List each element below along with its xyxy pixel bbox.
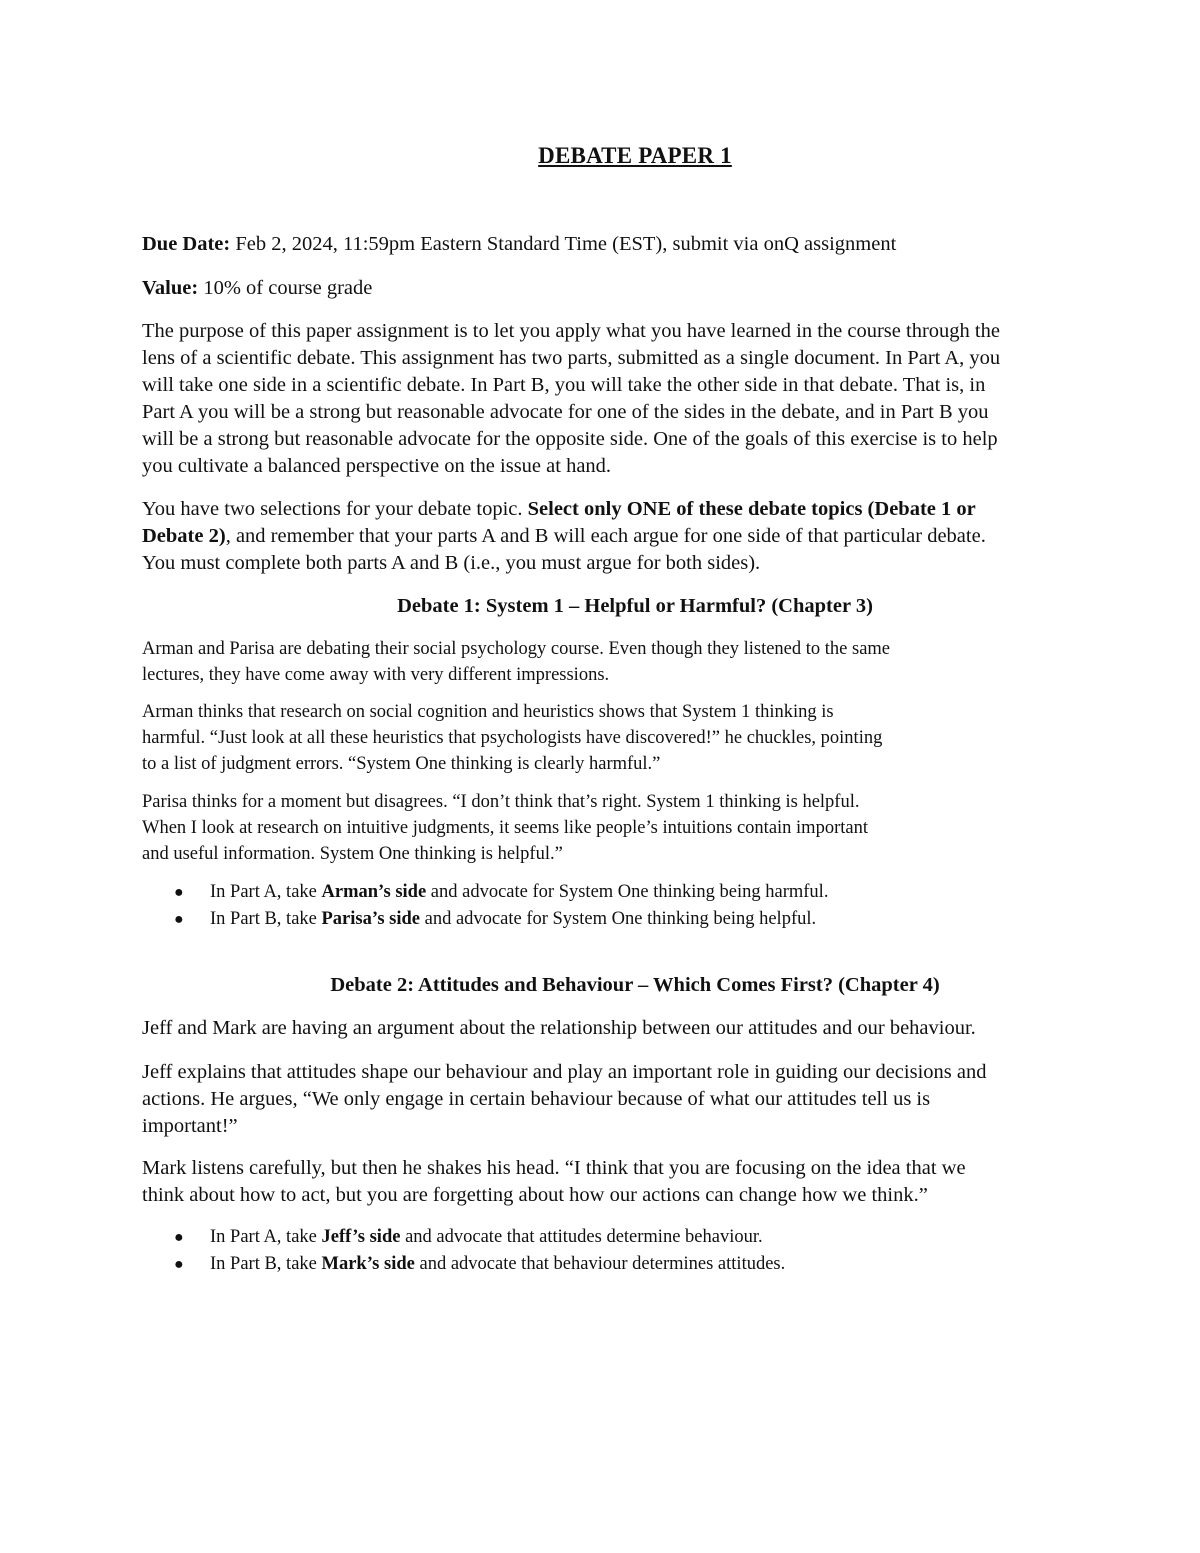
bullet-text: and advocate for System One thinking being harmful. [426, 882, 829, 902]
value-text: 10% of course grade [198, 277, 373, 299]
selection-emphasis: Select only ONE of these debate topics (Debate 1 or [527, 498, 976, 520]
debate2-intro-paragraph [142, 1015, 1132, 1042]
debate2-jeff-paragraph [142, 1059, 1132, 1140]
value-line [142, 277, 372, 300]
bullet-icon: ● [174, 1256, 184, 1273]
list-item [172, 1224, 785, 1251]
bullet-text: In Part B, take [210, 1254, 322, 1274]
purpose-line: The purpose of this paper assignment is to let you apply what you have learned in the course through the [142, 320, 1000, 342]
list-item [172, 879, 828, 906]
debate2-mark-line: think about how to act, but you are forgetting about how our actions can change how we think.” [142, 1184, 928, 1206]
purpose-line: Part A you will be a strong but reasonable advocate for one of the sides in the debate, and in Part B you [142, 401, 989, 423]
purpose-line: you cultivate a balanced perspective on the issue at hand. [142, 455, 612, 477]
debate1-arman-line: harmful. “Just look at all these heuristics that psychologists have discovered!” he chuckles, pointing [142, 728, 883, 748]
debate1-parisa-line: and useful information. System One thinking is helpful.” [142, 844, 563, 864]
bullet-text: and advocate that behaviour determines attitudes. [414, 1254, 786, 1274]
bullet-icon: ● [174, 884, 184, 901]
selection-emphasis: Debate 2) [142, 525, 226, 547]
debate1-arman-paragraph [142, 699, 1062, 777]
purpose-paragraph [142, 318, 1132, 480]
debate2-intro-line: Jeff and Mark are having an argument about the relationship between our attitudes and our behaviour. [142, 1017, 976, 1039]
bullet-emphasis: Parisa’s side [321, 909, 420, 929]
debate2-jeff-line: actions. He argues, “We only engage in certain behaviour because of what our attitudes tell us is [142, 1088, 931, 1110]
debate1-intro-line: lectures, they have come away with very different impressions. [142, 665, 610, 685]
debate1-intro-paragraph [142, 636, 1062, 688]
value-label: Value: [142, 277, 199, 299]
bullet-emphasis: Jeff’s side [321, 1227, 401, 1247]
document-title: DEBATE PAPER 1 [538, 143, 732, 168]
bullet-text: In Part B, take [210, 909, 322, 929]
debate1-bullet-list [172, 879, 828, 933]
bullet-text: In Part A, take [210, 882, 322, 902]
list-item [172, 1251, 785, 1278]
bullet-text: and advocate for System One thinking being helpful. [420, 909, 817, 929]
selection-line [142, 523, 1132, 550]
bullet-text: In Part A, take [210, 1227, 322, 1247]
purpose-line: will take one side in a scientific debate. In Part B, you will take the other side in that debate. That is, in [142, 374, 986, 396]
debate2-mark-paragraph [142, 1155, 1132, 1209]
debate1-arman-line: Arman thinks that research on social cognition and heuristics shows that System 1 thinking is [142, 702, 834, 722]
purpose-line: will be a strong but reasonable advocate for the opposite side. One of the goals of this exercise is to help [142, 428, 998, 450]
bullet-emphasis: Mark’s side [321, 1254, 415, 1274]
due-date-label: Due Date: [142, 233, 231, 255]
debate1-arman-line: to a list of judgment errors. “System One thinking is clearly harmful.” [142, 754, 661, 774]
purpose-line: lens of a scientific debate. This assignment has two parts, submitted as a single document. In Part A, you [142, 347, 1001, 369]
debate1-intro-line: Arman and Parisa are debating their social psychology course. Even though they listened to the same [142, 639, 891, 659]
debate2-heading: Debate 2: Attitudes and Behaviour – Which Comes First? (Chapter 4) [330, 974, 940, 996]
debate1-parisa-paragraph [142, 789, 1062, 867]
selection-line: You must complete both parts A and B (i.e., you must argue for both sides). [142, 552, 761, 574]
selection-line [142, 496, 1132, 523]
bullet-icon: ● [174, 911, 184, 928]
debate2-jeff-line: Jeff explains that attitudes shape our behaviour and play an important role in guiding our decisions and [142, 1061, 987, 1083]
selection-text: , and remember that your parts A and B will each argue for one side of that particular debate. [225, 525, 986, 547]
bullet-icon: ● [174, 1229, 184, 1246]
due-date-text: Feb 2, 2024, 11:59pm Eastern Standard Time (EST), submit via onQ assignment [230, 233, 897, 255]
selection-paragraph [142, 496, 1132, 577]
due-date-line [142, 233, 896, 256]
debate2-jeff-line: important!” [142, 1115, 238, 1137]
debate1-heading: Debate 1: System 1 – Helpful or Harmful? (Chapter 3) [397, 595, 873, 617]
bullet-text: and advocate that attitudes determine behaviour. [400, 1227, 763, 1247]
debate1-parisa-line: When I look at research on intuitive judgments, it seems like people’s intuitions contain important [142, 818, 868, 838]
bullet-emphasis: Arman’s side [321, 882, 427, 902]
debate2-mark-line: Mark listens carefully, but then he shakes his head. “I think that you are focusing on the idea that we [142, 1157, 966, 1179]
debate1-parisa-line: Parisa thinks for a moment but disagrees. “I don’t think that’s right. System 1 thinking is helpful. [142, 792, 860, 812]
selection-text: You have two selections for your debate topic. [142, 498, 528, 520]
debate2-bullet-list [172, 1224, 785, 1278]
list-item [172, 906, 828, 933]
